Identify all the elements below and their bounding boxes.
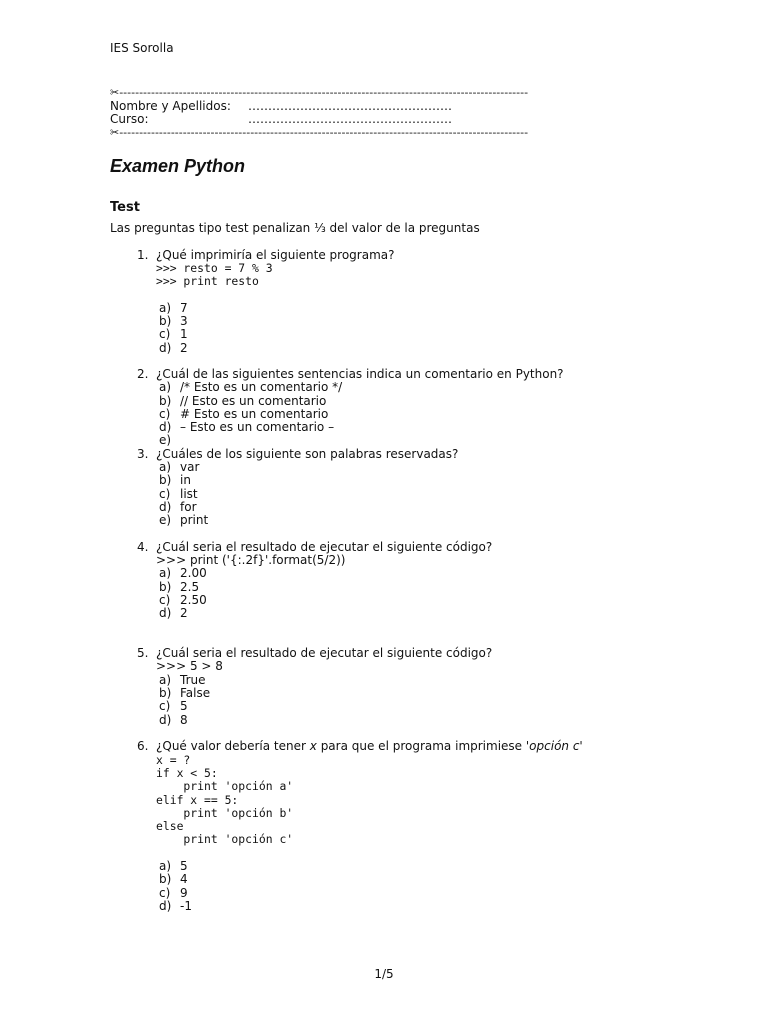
option-text: for (180, 500, 197, 514)
code-line: >>> 5 > 8 (156, 659, 223, 673)
option-letter: b) (159, 394, 172, 408)
cut-line-bottom: ✂------------------------------------------------------------------------------------------------------- (110, 126, 529, 139)
code-line: if x < 5: (156, 766, 218, 780)
option-text: 9 (180, 886, 188, 900)
option-text: 5 (180, 859, 188, 873)
option-letter: d) (159, 899, 172, 913)
question-number: 4. (137, 540, 149, 554)
exam-title: Examen Python (110, 156, 246, 176)
course-field-label: Curso: (110, 112, 149, 126)
option-letter: e) (159, 513, 172, 527)
option-text: 2 (180, 341, 188, 355)
question-text: ¿Qué imprimiría el siguiente programa? (156, 248, 395, 262)
section-intro: Las preguntas tipo test penalizan ⅓ del valor de la preguntas (110, 221, 480, 235)
option-text: -1 (180, 899, 192, 913)
option-text: /* Esto es un comentario */ (180, 380, 343, 394)
code-line: >>> resto = 7 % 3 (156, 261, 273, 275)
option-letter: d) (159, 713, 172, 727)
option-letter: d) (159, 341, 172, 355)
option-letter: a) (159, 673, 172, 687)
option-text: 2.50 (180, 593, 207, 607)
option-letter: d) (159, 500, 172, 514)
question-text: ¿Cuál de las siguientes sentencias indica un comentario en Python? (156, 367, 564, 381)
option-letter: c) (159, 699, 171, 713)
option-letter: c) (159, 886, 171, 900)
option-letter: a) (159, 380, 172, 394)
option-letter: c) (159, 327, 171, 341)
code-line: x = ? (156, 753, 191, 767)
option-letter: a) (159, 566, 172, 580)
option-letter: c) (159, 593, 171, 607)
option-text: 4 (180, 872, 188, 886)
option-text: 5 (180, 699, 188, 713)
question-text: ¿Cuál seria el resultado de ejecutar el siguiente código? (156, 646, 493, 660)
code-line: print 'opción b' (156, 806, 294, 820)
option-text: 2.5 (180, 580, 200, 594)
option-text: 3 (180, 314, 188, 328)
option-text: 2.00 (180, 566, 207, 580)
option-text: # Esto es un comentario (180, 407, 329, 421)
cut-line-top: ✂------------------------------------------------------------------------------------------------------- (110, 86, 529, 99)
question-text: ¿Cuál seria el resultado de ejecutar el siguiente código? (156, 540, 493, 554)
question-text-part: ¿Qué valor debería tener (156, 739, 310, 753)
code-line: >>> print resto (156, 274, 259, 288)
question-text: ¿Cuáles de los siguiente son palabras reservadas? (156, 447, 459, 461)
option-letter: b) (159, 580, 172, 594)
question-text (156, 740, 583, 753)
section-title: Test (110, 200, 140, 215)
option-letter: c) (159, 407, 171, 421)
option-letter: e) (159, 433, 172, 447)
code-line: print 'opción a' (156, 779, 294, 793)
option-text: 1 (180, 327, 188, 341)
option-text: True (180, 673, 206, 687)
option-letter: a) (159, 301, 172, 315)
option-letter: b) (159, 314, 172, 328)
option-letter: a) (159, 460, 172, 474)
option-letter: d) (159, 420, 172, 434)
question-text-part: para que el programa imprimiese ' (316, 739, 530, 753)
option-text: list (180, 487, 198, 501)
code-line: elif x == 5: (156, 793, 239, 807)
question-text-part: ' (579, 739, 583, 753)
option-text: in (180, 473, 191, 487)
option-text: 7 (180, 301, 188, 315)
variable-name: x (309, 739, 317, 753)
code-line: >>> print ('{:.2f}'.format(5/2)) (156, 553, 346, 567)
question-number: 3. (137, 447, 149, 461)
question-number: 6. (137, 739, 149, 753)
question-number: 5. (137, 646, 149, 660)
page-number: 1/5 (374, 967, 394, 981)
option-letter: d) (159, 606, 172, 620)
option-text: 2 (180, 606, 188, 620)
name-field-blank: …………………………………………… (248, 99, 452, 113)
option-text: 8 (180, 713, 188, 727)
option-text: – Esto es un comentario – (180, 420, 335, 434)
option-text: print (180, 513, 209, 527)
question-number: 2. (137, 367, 149, 381)
code-line: else (156, 819, 184, 833)
option-text: // Esto es un comentario (180, 394, 327, 408)
expected-output: opción c (529, 739, 580, 753)
option-letter: c) (159, 487, 171, 501)
option-letter: a) (159, 859, 172, 873)
question-number: 1. (137, 248, 149, 262)
option-text: False (180, 686, 211, 700)
school-name: IES Sorolla (110, 41, 174, 55)
code-line: print 'opción c' (156, 832, 294, 846)
course-field-blank: …………………………………………… (248, 112, 452, 126)
option-text: var (180, 460, 200, 474)
option-letter: b) (159, 872, 172, 886)
name-field-label: Nombre y Apellidos: (110, 99, 231, 113)
option-letter: b) (159, 473, 172, 487)
option-letter: b) (159, 686, 172, 700)
